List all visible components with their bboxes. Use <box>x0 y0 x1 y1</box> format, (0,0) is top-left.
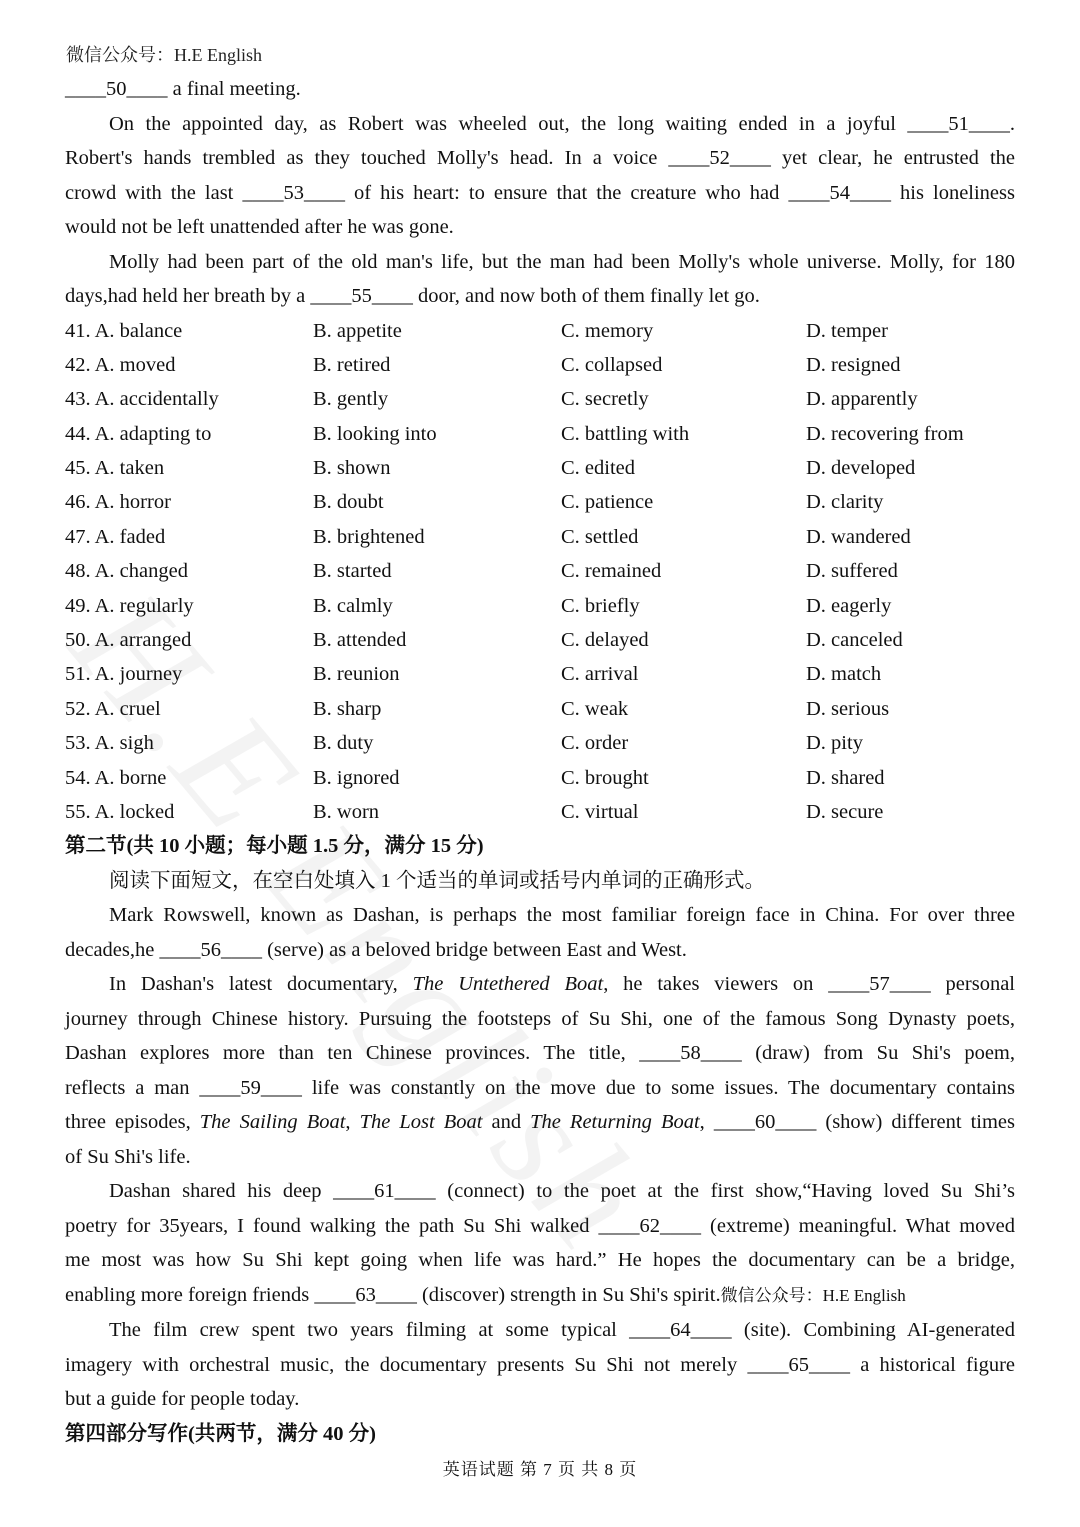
option-d: D. clarity <box>806 491 884 514</box>
passage-line: Mark Rowswell, known as Dashan, is perhaps the most familiar foreign face in China. For over three <box>109 904 1015 927</box>
inline-wechat-watermark: 微信公众号：H.E English <box>720 1285 906 1305</box>
option-a: 46. A. horror <box>65 491 171 514</box>
option-row <box>65 382 1015 416</box>
passage-line: imagery with orchestral music, the documentary presents Su Shi not merely ____65____ a historical figure <box>65 1353 1015 1376</box>
option-a: 53. A. sigh <box>65 732 154 755</box>
option-c: C. order <box>561 732 629 755</box>
option-d: D. secure <box>806 800 884 823</box>
passage-line <box>65 967 1015 1002</box>
passage-line: decades,he ____56____ (serve) as a beloved bridge between East and West. <box>65 938 687 961</box>
option-c: C. collapsed <box>561 353 663 376</box>
option-row <box>65 417 1015 451</box>
section-instruction: 阅读下面短文，在空白处填入 1 个适当的单词或括号内单词的正确形式。 <box>109 869 765 892</box>
option-d: D. wandered <box>806 525 911 548</box>
option-c: C. virtual <box>561 800 639 823</box>
text-segment: enabling more foreign friends ____63____ (discover) strength in Su Shi's spirit. <box>65 1283 721 1306</box>
exam-page <box>65 72 1015 1451</box>
option-row <box>65 623 1015 657</box>
option-c: C. delayed <box>561 629 649 652</box>
part-title: 第四部分写作(共两节，满分 40 分) <box>65 1422 376 1445</box>
option-row <box>65 348 1015 382</box>
passage-line: me most was how Su Shi kept going when life was hard.” He hopes the documentary can be a bridge, <box>65 1249 1015 1272</box>
passage-line: The film crew spent two years filming at some typical ____64____ (site). Combining AI-generated <box>109 1319 1015 1342</box>
option-c: C. briefly <box>561 594 640 617</box>
option-c: C. settled <box>561 525 639 548</box>
text-segment: and <box>482 1111 531 1134</box>
option-b: B. ignored <box>313 766 400 789</box>
option-d: D. temper <box>806 319 888 342</box>
text-segment: , <box>345 1111 360 1134</box>
option-c: C. remained <box>561 560 662 583</box>
option-d: D. match <box>806 663 882 686</box>
option-row <box>65 554 1015 588</box>
passage-line: journey through Chinese history. Pursuing the footsteps of Su Shi, one of the famous Song Dynasty poets, <box>65 1007 1015 1030</box>
option-a: 44. A. adapting to <box>65 422 212 445</box>
passage-line: would not be left unattended after he was gone. <box>65 216 454 238</box>
option-row <box>65 314 1015 348</box>
option-b: B. duty <box>313 732 374 755</box>
option-d: D. pity <box>806 732 863 755</box>
page-footer: 英语试题 第 7 页 共 8 页 <box>442 1460 638 1479</box>
passage-line: ____50____ a final meeting. <box>65 78 301 100</box>
text-segment: three episodes, <box>65 1111 200 1134</box>
text-segment: , he takes viewers on ____57____ personal <box>603 973 1015 996</box>
option-d: D. developed <box>806 457 916 480</box>
passage-line: Molly had been part of the old man's life, but the man had been Molly's whole universe. Molly, for 180 <box>109 250 1015 273</box>
passage-line <box>65 1278 1015 1314</box>
option-d: D. eagerly <box>806 594 892 617</box>
option-b: B. reunion <box>313 663 400 686</box>
option-c: C. battling with <box>561 422 690 445</box>
option-row <box>65 726 1015 760</box>
header-wechat-account: 微信公众号：H.E English <box>66 45 262 65</box>
option-c: C. patience <box>561 491 654 514</box>
option-a: 54. A. borne <box>65 766 167 789</box>
option-b: B. started <box>313 560 392 583</box>
option-row <box>65 692 1015 726</box>
passage-line: poetry for 35years, I found walking the path Su Shi walked ____62____ (extreme) meaningful. What moved <box>65 1214 1015 1237</box>
option-d: D. suffered <box>806 560 898 583</box>
option-d: D. shared <box>806 766 885 789</box>
option-b: B. doubt <box>313 491 384 514</box>
option-d: D. canceled <box>806 629 903 652</box>
option-a: 50. A. arranged <box>65 629 192 652</box>
option-b: B. brightened <box>313 525 425 548</box>
section-title: 第二节(共 10 小题；每小题 1.5 分，满分 15 分) <box>65 835 484 858</box>
option-row <box>65 657 1015 691</box>
option-a: 47. A. faded <box>65 525 166 548</box>
passage-line: Dashan explores more than ten Chinese provinces. The title, ____58____ (draw) from Su Shi's poem, <box>65 1042 1015 1065</box>
passage-line: Dashan shared his deep ____61____ (connect) to the poet at the first show,“Having loved Su Shi’s <box>109 1180 1015 1203</box>
option-row <box>65 451 1015 485</box>
options-list <box>65 314 1015 830</box>
option-row <box>65 589 1015 623</box>
passage-line: of Su Shi's life. <box>65 1145 191 1168</box>
option-a: 43. A. accidentally <box>65 388 219 411</box>
option-d: D. serious <box>806 697 890 720</box>
option-b: B. attended <box>313 629 407 652</box>
option-c: C. arrival <box>561 663 639 686</box>
text-segment: , ____60____ (show) different times <box>699 1111 1015 1134</box>
option-b: B. retired <box>313 353 391 376</box>
option-a: 45. A. taken <box>65 457 165 480</box>
option-a: 42. A. moved <box>65 353 176 376</box>
option-a: 55. A. locked <box>65 800 175 823</box>
option-row <box>65 795 1015 829</box>
text-segment: In Dashan's latest documentary, <box>109 973 413 996</box>
passage-line: crowd with the last ____53____ of his heart: to ensure that the creature who had ____54____ his loneliness <box>65 181 1015 204</box>
option-b: B. sharp <box>313 697 382 720</box>
option-a: 52. A. cruel <box>65 697 161 720</box>
option-c: C. edited <box>561 457 636 480</box>
passage-line: but a guide for people today. <box>65 1388 300 1411</box>
passage-line <box>65 1105 1015 1140</box>
option-b: B. calmly <box>313 594 393 617</box>
passage-line: days,had held her breath by a ____55____ door, and now both of them finally let go. <box>65 285 760 307</box>
option-row <box>65 761 1015 795</box>
option-b: B. gently <box>313 388 389 411</box>
option-a: 49. A. regularly <box>65 594 194 617</box>
option-a: 48. A. changed <box>65 560 188 583</box>
option-row <box>65 485 1015 519</box>
option-a: 41. A. balance <box>65 319 183 342</box>
documentary-title: The Untethered Boat <box>412 973 604 996</box>
option-b: B. appetite <box>313 319 402 342</box>
option-b: B. shown <box>313 457 391 480</box>
episode-title: The Sailing Boat <box>199 1111 346 1134</box>
option-row <box>65 520 1015 554</box>
option-b: B. looking into <box>313 422 437 445</box>
option-d: D. recovering from <box>806 422 964 445</box>
option-c: C. brought <box>561 766 649 789</box>
episode-title: The Returning Boat <box>530 1111 700 1134</box>
option-c: C. secretly <box>561 388 649 411</box>
option-c: C. memory <box>561 319 654 342</box>
option-a: 51. A. journey <box>65 663 183 686</box>
episode-title: The Lost Boat <box>359 1111 483 1134</box>
option-c: C. weak <box>561 697 629 720</box>
option-d: D. apparently <box>806 388 918 411</box>
passage-line: On the appointed day, as Robert was wheeled out, the long waiting ended in a joyful ____51____. <box>109 112 1015 135</box>
passage-line: Robert's hands trembled as they touched Molly's head. In a voice ____52____ yet clear, he entrusted the <box>65 147 1015 169</box>
option-b: B. worn <box>313 800 380 823</box>
option-d: D. resigned <box>806 353 901 376</box>
passage-line: reflects a man ____59____ life was constantly on the move due to some issues. The documentary contains <box>65 1076 1015 1099</box>
